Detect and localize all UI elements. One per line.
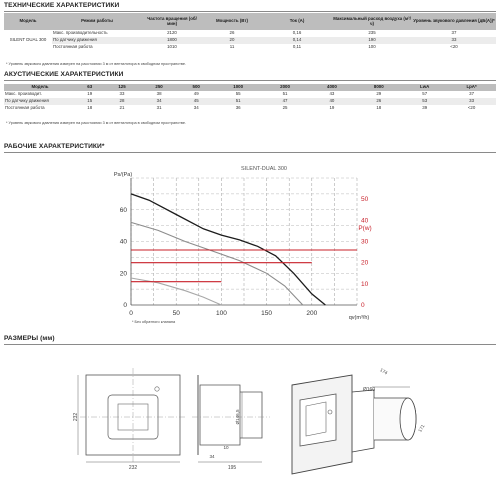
x-axis-label: qv(m³/h) — [348, 315, 370, 321]
acoustic-title: АКУСТИЧЕСКИЕ ХАРАКТЕРИСТИКИ — [4, 71, 124, 78]
tech-noise-cell: 37 — [451, 30, 457, 36]
acoustic-value-cell: 29 — [376, 91, 382, 97]
tech-model-cell: SILENT DUAL 300 — [9, 37, 47, 43]
tech-header-current: Ток (A) — [262, 13, 332, 30]
y2-tick-label: 0 — [361, 302, 365, 309]
dim-spigot-dia: Ø146,5 — [235, 409, 240, 425]
acoustic-value-cell: 39 — [422, 105, 428, 111]
iso-inner-plate — [300, 394, 336, 446]
acoustic-value-cell: 34 — [193, 105, 199, 111]
tech-current-cell: 0,11 — [292, 44, 302, 50]
acoustic-value-cell: 25 — [282, 105, 288, 111]
acoustic-value-cell: 57 — [422, 91, 428, 97]
acoustic-value-cell: 43 — [329, 91, 335, 97]
iso-pipe-end — [400, 398, 416, 440]
tech-title: ТЕХНИЧЕСКИЕ ХАРАКТЕРИСТИКИ — [4, 2, 120, 9]
tech-noise-cell: 33 — [412, 37, 496, 44]
acoustic-value-cell: 51 — [282, 91, 288, 97]
acoustic-mode-cell: По датчику движения — [4, 98, 76, 105]
x-tick-label: 150 — [261, 310, 273, 317]
dim-angle-right: 171 — [417, 423, 426, 433]
tech-header-mode: Режим работы — [52, 13, 142, 30]
performance-title: РАБОЧИЕ ХАРАКТЕРИСТИКИ* — [4, 143, 105, 150]
x-tick-label: 100 — [215, 310, 227, 317]
acoustic-value-cell: 55 — [235, 91, 241, 97]
y-tick-label: 20 — [119, 270, 127, 278]
tech-header-noise: Уровень звукового давления (дБ(А))* — [412, 13, 496, 30]
acoustic-value-cell: 19 — [329, 105, 335, 111]
y2-tick-label: 30 — [361, 238, 369, 246]
x-tick-label: 0 — [129, 310, 133, 317]
acoustic-value-cell: 18 — [376, 105, 382, 111]
tech-airflow-cell: 100 — [368, 44, 376, 50]
acoustic-value-cell: 18 — [87, 105, 93, 111]
tech-power-cell: 11 — [229, 44, 235, 50]
dim-pipe-dia: Ø160 — [362, 387, 376, 393]
tech-power-cell: 20 — [202, 37, 262, 44]
acoustic-value-cell: <20 — [467, 105, 476, 111]
x-tick-label: 200 — [306, 310, 318, 317]
tech-header-airflow: Максимальный расход воздуха (м³/ч) — [332, 13, 412, 30]
acoustic-header-freq: 63 — [76, 84, 103, 91]
performance-footnote: * Без обратного клапана — [132, 320, 176, 324]
acoustic-value-cell: 40 — [309, 98, 356, 105]
dim-depth-spigot: 34 — [209, 454, 215, 459]
acoustic-header-freq: 2000 — [262, 84, 309, 91]
acoustic-header-freq: 500 — [178, 84, 215, 91]
x-tick-label: 50 — [172, 310, 180, 317]
chart-title: SILENT-DUAL 300 — [241, 166, 287, 172]
tech-mode-cell: Постоянная работа — [53, 44, 93, 50]
acoustic-value-cell: 38 — [156, 91, 162, 97]
acoustic-mode-cell: Постоянная работа — [5, 105, 45, 111]
tech-current-cell: 0,14 — [262, 37, 332, 44]
tech-power-cell: 26 — [229, 30, 235, 36]
acoustic-header-freq: 8000 — [355, 84, 402, 91]
acoustic-value-cell: 53 — [402, 98, 447, 105]
tech-rpm-cell: 2120 — [167, 30, 177, 36]
acoustic-value-cell: 49 — [193, 91, 199, 97]
acoustic-value-cell: 47 — [262, 98, 309, 105]
y-axis-label: Ps/(Pa) — [113, 172, 133, 178]
acoustic-header-freq: 250 — [141, 84, 178, 91]
y-tick-label: 0 — [123, 302, 127, 309]
side-spigot — [240, 392, 262, 438]
y-tick-label: 40 — [119, 238, 127, 246]
acoustic-value-cell: 37 — [469, 91, 475, 97]
acoustic-value-cell: 33 — [447, 98, 496, 105]
acoustic-value-cell: 31 — [156, 105, 162, 111]
y-tick-label: 60 — [119, 206, 127, 214]
tech-airflow-cell: 235 — [368, 30, 376, 36]
acoustic-footnote: * Уровень звукового давления измерен на расстоянии 3 м от вентилятора в свободном пространстве. — [6, 121, 186, 125]
acoustic-value-cell: 26 — [355, 98, 402, 105]
acoustic-header-freq: 1000 — [215, 84, 262, 91]
tech-airflow-cell: 190 — [332, 37, 412, 44]
acoustic-value-cell: 36 — [235, 105, 241, 111]
tech-rpm-cell: 1800 — [142, 37, 202, 44]
acoustic-header-lwa: LwA — [402, 84, 447, 91]
acoustic-header-freq: 4000 — [309, 84, 356, 91]
tech-header-power: Мощность (Вт) — [202, 13, 262, 30]
dim-front-width: 232 — [128, 465, 138, 471]
dim-front-height: 232 — [73, 412, 79, 422]
acoustic-value-cell: 51 — [215, 98, 262, 105]
tech-rpm-cell: 1010 — [167, 44, 177, 50]
side-body — [200, 385, 240, 445]
front-led — [155, 387, 159, 391]
acoustic-mode-cell: Макс. производит. — [5, 91, 42, 97]
dim-depth-total: 195 — [227, 465, 237, 471]
tech-mode-cell: Макс. производительность — [53, 30, 108, 36]
dimensions-title: РАЗМЕРЫ (мм) — [4, 335, 55, 342]
tech-current-cell: 0,16 — [292, 30, 302, 36]
acoustic-header-model: Модель — [4, 84, 76, 91]
acoustic-value-cell: 21 — [119, 105, 125, 111]
acoustic-header-freq: 125 — [103, 84, 140, 91]
dim-panel-thickness: 10 — [223, 445, 229, 450]
tech-mode-cell: По датчику движения — [52, 37, 142, 44]
y2-axis-label: P(w) — [358, 225, 372, 232]
acoustic-value-cell: 19 — [87, 91, 93, 97]
iso-body — [352, 390, 374, 452]
y2-tick-label: 40 — [361, 217, 369, 225]
acoustic-value-cell: 34 — [141, 98, 178, 105]
acoustic-value-cell: 45 — [178, 98, 215, 105]
tech-header-model: Модель — [4, 13, 52, 30]
acoustic-value-cell: 33 — [119, 91, 125, 97]
y2-tick-label: 20 — [361, 259, 369, 267]
tech-header-rpm: Частота вращения (об/мин) — [142, 13, 202, 30]
acoustic-value-cell: 28 — [103, 98, 140, 105]
y2-tick-label: 50 — [361, 196, 369, 204]
tech-footnote: * Уровень звукового давления измерен на расстоянии 3 м от вентилятора в свободном пространстве. — [6, 62, 186, 66]
tech-noise-cell: <20 — [450, 44, 458, 50]
dim-angle-top: 174 — [379, 367, 389, 376]
y2-tick-label: 10 — [361, 280, 369, 288]
acoustic-header-lpa: LpA* — [447, 84, 496, 91]
acoustic-value-cell: 15 — [76, 98, 103, 105]
